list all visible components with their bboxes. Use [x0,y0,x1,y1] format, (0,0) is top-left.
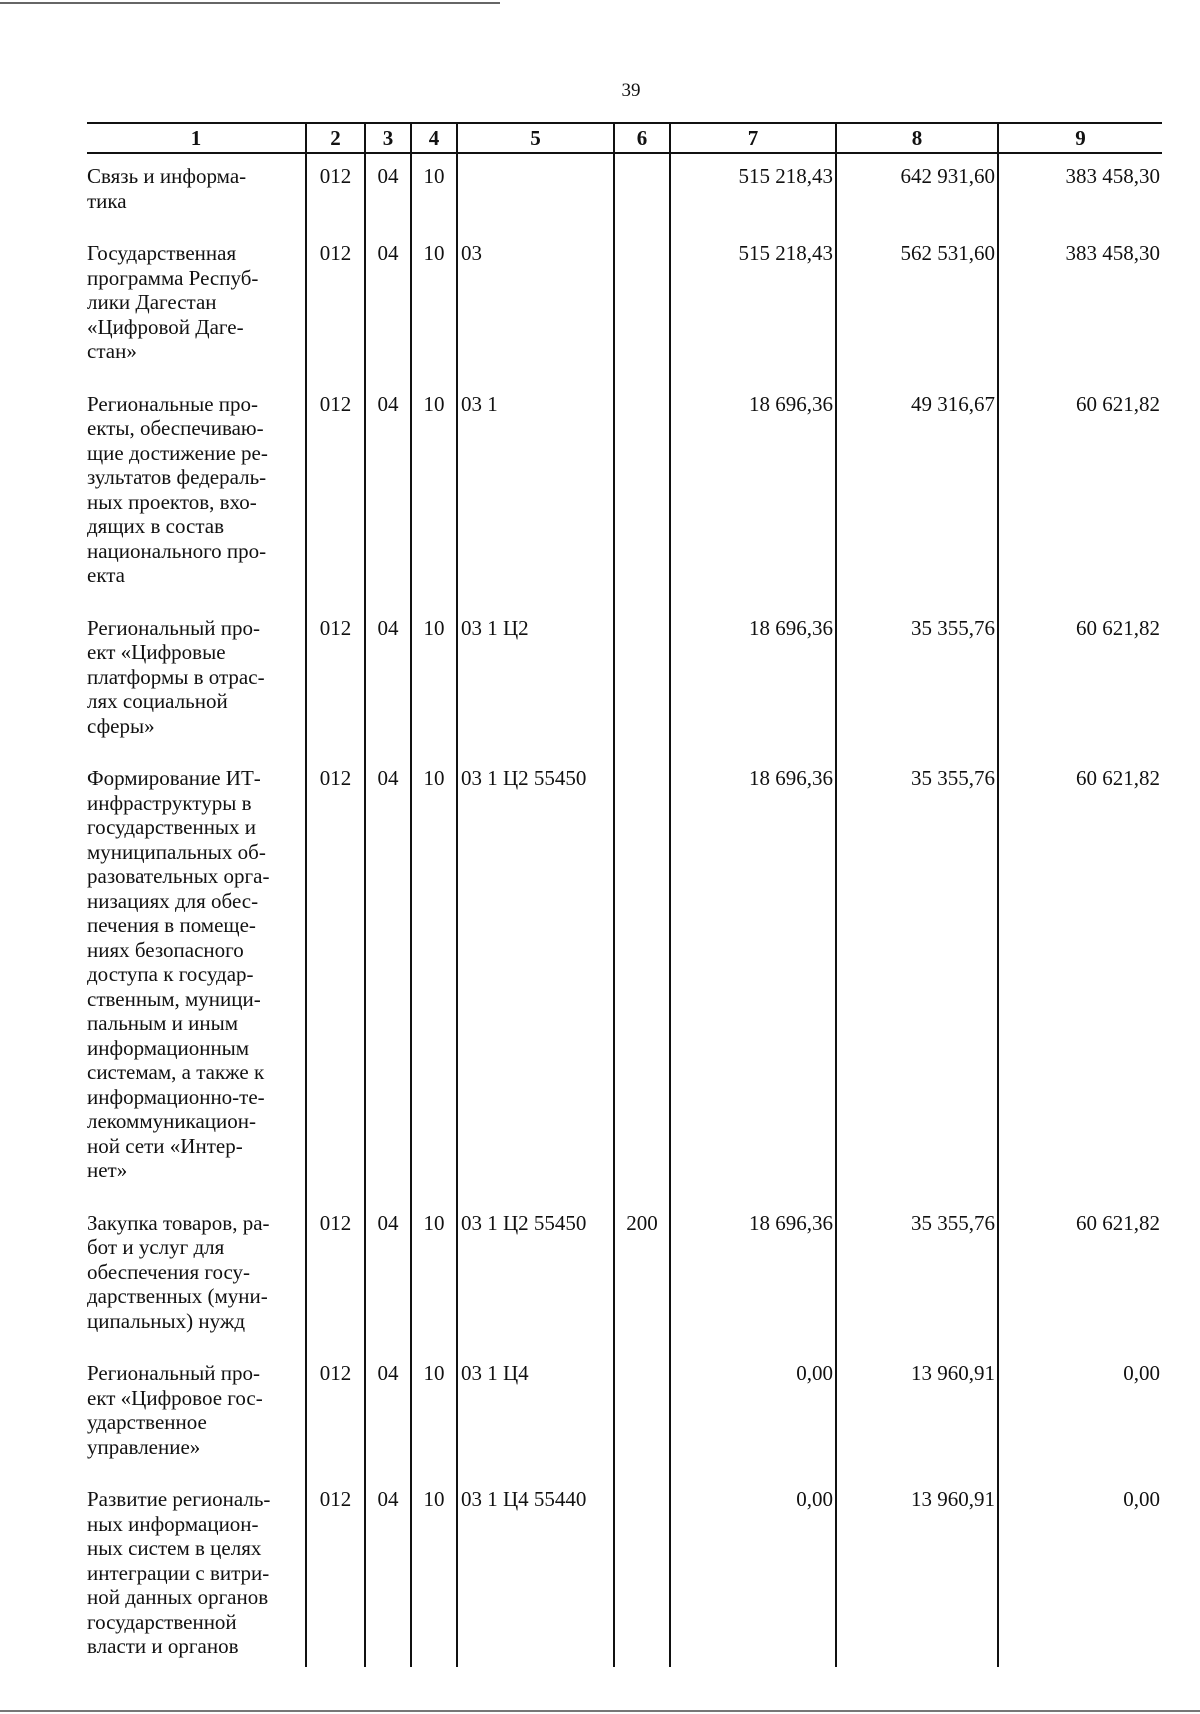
target-article-cell: 03 1 Ц4 55440 [457,1477,614,1667]
table-row [87,153,1162,231]
table-row [87,1477,1162,1667]
amount-col8-cell: 13 960,91 [836,1351,998,1477]
column-header: 5 [457,123,614,153]
amount-col8-cell: 35 355,76 [836,606,998,757]
item-name-line: Государственная [87,241,237,265]
scan-edge-bottom [0,1710,1200,1712]
item-name-line: разовательных орга- [87,864,270,888]
amount-col7-cell: 18 696,36 [670,382,836,606]
amount-col8-cell: 35 355,76 [836,1201,998,1352]
item-name-line: ных систем в целях [87,1536,262,1560]
table-body [87,153,1162,1667]
section-code-cell: 04 [365,153,411,231]
item-name-line: платформы в отрас- [87,664,265,689]
amount-col7-cell: 18 696,36 [670,756,836,1201]
item-name-line: интеграции с витри- [87,1560,270,1585]
column-header: 8 [836,123,998,153]
item-name-line: ниях безопасного [87,937,244,962]
budget-table [87,122,1162,1667]
item-name-line: дарственных (муни- [87,1284,268,1308]
item-name-line: низациях для обес- [87,888,259,913]
subsection-code-cell: 10 [411,153,457,231]
expense-type-cell [614,1351,670,1477]
item-name-line: ных проектов, вхо- [87,489,257,514]
amount-col7-cell: 515 218,43 [670,153,836,231]
amount-col9-cell: 0,00 [998,1351,1162,1477]
item-name-line: Связь и информа- [87,164,247,188]
target-article-cell: 03 1 [457,382,614,606]
amount-col9-cell: 0,00 [998,1477,1162,1667]
item-name-line: Региональные про- [87,391,259,416]
item-name-line: нет» [87,1158,128,1182]
target-article-cell [457,153,614,231]
column-header: 1 [87,123,306,153]
table-row [87,756,1162,1201]
target-article-cell: 03 1 Ц2 55450 [457,1201,614,1352]
ministry-code-cell: 012 [306,382,365,606]
item-name-line: ект «Цифровые [87,640,226,664]
item-name-cell [87,756,306,1201]
expense-type-cell [614,153,670,231]
amount-col9-cell: 383 458,30 [998,153,1162,231]
item-name-line: Региональный про- [87,1361,260,1385]
section-code-cell: 04 [365,231,411,382]
expense-type-cell: 200 [614,1201,670,1352]
column-header: 4 [411,123,457,153]
target-article-cell: 03 [457,231,614,382]
section-code-cell: 04 [365,1201,411,1352]
item-name-line: дящих в состав [87,514,225,538]
item-name-line: Развитие региональ- [87,1487,271,1511]
section-code-cell: 04 [365,382,411,606]
item-name-line: бот и услуг для [87,1235,225,1259]
item-name-cell [87,1477,306,1667]
amount-col7-cell: 0,00 [670,1477,836,1667]
item-name-cell [87,153,306,231]
item-name-line: инфраструктуры в [87,790,252,815]
section-code-cell: 04 [365,606,411,757]
item-name-line: Формирование ИТ- [87,766,261,790]
table-row [87,1201,1162,1352]
item-name-line: доступа к государ- [87,962,254,986]
amount-col7-cell: 515 218,43 [670,231,836,382]
item-name-cell [87,1351,306,1477]
ministry-code-cell: 012 [306,1351,365,1477]
scan-edge-top [0,2,500,4]
item-name-line: власти и органов [87,1634,239,1658]
item-name-line: щие достижение ре- [87,440,268,465]
ministry-code-cell: 012 [306,231,365,382]
amount-col7-cell: 0,00 [670,1351,836,1477]
item-name-line: национального про- [87,538,267,563]
target-article-cell: 03 1 Ц2 55450 [457,756,614,1201]
amount-col8-cell: 562 531,60 [836,231,998,382]
item-name-line: ной сети «Интер- [87,1133,243,1158]
section-code-cell: 04 [365,1351,411,1477]
column-header: 9 [998,123,1162,153]
ministry-code-cell: 012 [306,606,365,757]
amount-col8-cell: 13 960,91 [836,1477,998,1667]
amount-col7-cell: 18 696,36 [670,606,836,757]
item-name-line: лекоммуникацион- [87,1109,257,1133]
column-header: 3 [365,123,411,153]
expense-type-cell [614,382,670,606]
ministry-code-cell: 012 [306,756,365,1201]
amount-col8-cell: 35 355,76 [836,756,998,1201]
amount-col9-cell: 60 621,82 [998,606,1162,757]
item-name-line: информационным [87,1035,250,1060]
item-name-line: ударственное [87,1410,207,1434]
item-name-line: ципальных) нужд [87,1308,246,1333]
amount-col9-cell: 60 621,82 [998,1201,1162,1352]
item-name-line: муниципальных об- [87,839,266,864]
item-name-line: екты, обеспечиваю- [87,416,264,440]
table-header-row [87,123,1162,153]
amount-col9-cell: 383 458,30 [998,231,1162,382]
item-name-line: лях социальной [87,689,228,713]
ministry-code-cell: 012 [306,153,365,231]
table-row [87,606,1162,757]
item-name-line: тика [87,188,127,213]
page-number: 39 [621,80,641,101]
amount-col7-cell: 18 696,36 [670,1201,836,1352]
item-name-line: ект «Цифровое гос- [87,1385,263,1410]
subsection-code-cell: 10 [411,1201,457,1352]
target-article-cell: 03 1 Ц4 [457,1351,614,1477]
item-name-line: ной данных органов [87,1585,269,1609]
amount-col9-cell: 60 621,82 [998,382,1162,606]
item-name-line: программа Респуб- [87,265,259,290]
subsection-code-cell: 10 [411,231,457,382]
table-row [87,382,1162,606]
column-header: 6 [614,123,670,153]
item-name-line: лики Дагестан [87,290,217,314]
item-name-line: государственной [87,1609,237,1634]
column-header: 7 [670,123,836,153]
table-row [87,231,1162,382]
amount-col8-cell: 642 931,60 [836,153,998,231]
item-name-cell [87,231,306,382]
subsection-code-cell: 10 [411,606,457,757]
subsection-code-cell: 10 [411,382,457,606]
item-name-line: екта [87,563,126,587]
target-article-cell: 03 1 Ц2 [457,606,614,757]
ministry-code-cell: 012 [306,1477,365,1667]
item-name-line: управление» [87,1434,201,1459]
item-name-line: Закупка товаров, ра- [87,1210,270,1235]
item-name-line: «Цифровой Даге- [87,314,244,339]
item-name-cell [87,382,306,606]
section-code-cell: 04 [365,756,411,1201]
subsection-code-cell: 10 [411,1477,457,1667]
expense-type-cell [614,1477,670,1667]
amount-col9-cell: 60 621,82 [998,756,1162,1201]
item-name-line: государственных и [87,815,257,839]
item-name-line: печения в помеще- [87,913,256,937]
item-name-cell [87,1201,306,1352]
item-name-line: информационно-те- [87,1084,265,1109]
item-name-line: ственным, муници- [87,986,261,1011]
item-name-line: сферы» [87,713,155,738]
item-name-line: системам, а также к [87,1060,265,1084]
item-name-line: ных информацион- [87,1511,259,1536]
item-name-cell [87,606,306,757]
item-name-line: пальным и иным [87,1011,239,1035]
subsection-code-cell: 10 [411,1351,457,1477]
expense-type-cell [614,606,670,757]
item-name-line: стан» [87,339,137,363]
column-header: 2 [306,123,365,153]
expense-type-cell [614,231,670,382]
ministry-code-cell: 012 [306,1201,365,1352]
table-row [87,1351,1162,1477]
expense-type-cell [614,756,670,1201]
subsection-code-cell: 10 [411,756,457,1201]
section-code-cell: 04 [365,1477,411,1667]
amount-col8-cell: 49 316,67 [836,382,998,606]
item-name-line: Региональный про- [87,615,260,640]
item-name-line: обеспечения госу- [87,1259,251,1284]
item-name-line: зультатов федераль- [87,465,267,489]
